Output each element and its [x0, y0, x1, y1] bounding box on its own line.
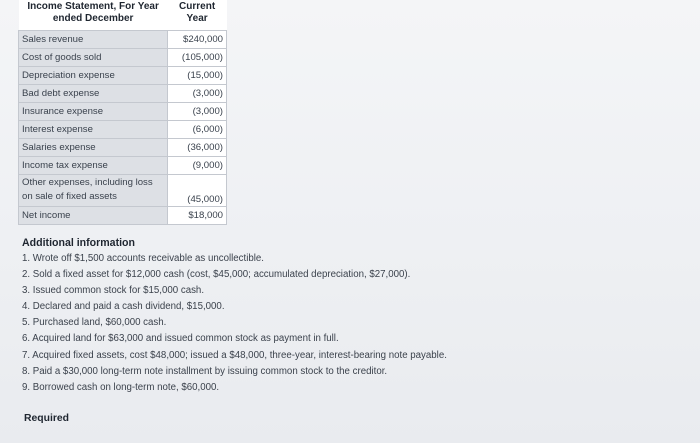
- row-label: Bad debt expense: [19, 85, 168, 103]
- header-period-line2: ended December: [52, 13, 134, 24]
- additional-information: [22, 236, 682, 396]
- row-label: Sales revenue: [19, 31, 168, 49]
- header-current-year: [168, 0, 227, 31]
- row-value: (36,000): [168, 139, 227, 157]
- table-row: [19, 103, 227, 121]
- list-item: 8. Paid a $30,000 long-term note installment by issuing common stock to the creditor.: [22, 365, 388, 377]
- table-row: [19, 49, 227, 67]
- row-value: (45,000): [168, 175, 227, 207]
- row-value: $240,000: [168, 31, 227, 49]
- row-value: (3,000): [168, 103, 227, 121]
- table-row: [19, 157, 227, 175]
- list-item: 4. Declared and paid a cash dividend, $15,000.: [22, 301, 225, 313]
- row-label: Income tax expense: [19, 157, 168, 175]
- row-label: Salaries expense: [19, 139, 168, 157]
- header-year-line1: Current: [179, 1, 216, 12]
- row-label-line2: on sale of fixed assets: [22, 191, 117, 202]
- row-label: Net income: [19, 207, 168, 225]
- header-year-line2: Year: [186, 13, 208, 24]
- row-label: Interest expense: [19, 121, 168, 139]
- header-period-line1: Income Statement, For Year: [27, 1, 159, 12]
- row-value: (3,000): [168, 85, 227, 103]
- list-item: 9. Borrowed cash on long-term note, $60,000.: [22, 381, 220, 393]
- row-label: Insurance expense: [19, 103, 168, 121]
- list-item: 1. Wrote off $1,500 accounts receivable as uncollectible.: [22, 253, 264, 264]
- table-row: [19, 67, 227, 85]
- row-value: (6,000): [168, 121, 227, 139]
- table-row: [19, 31, 227, 49]
- row-label-line1: Other expenses, including loss: [22, 177, 153, 188]
- row-value: $18,000: [168, 207, 227, 225]
- required-heading: Required: [24, 413, 70, 424]
- list-item: 2. Sold a fixed asset for $12,000 cash (cost, $45,000; accumulated depreciation, $27,000).: [22, 269, 411, 281]
- table-row: [19, 85, 227, 103]
- row-label: Cost of goods sold: [19, 49, 168, 67]
- table-row: [19, 139, 227, 157]
- additional-info-title: Additional information: [22, 237, 135, 249]
- list-item: 6. Acquired land for $63,000 and issued common stock as payment in full.: [22, 333, 339, 345]
- table-row: [19, 175, 227, 207]
- row-label: Depreciation expense: [19, 67, 168, 85]
- list-item: 3. Issued common stock for $15,000 cash.: [22, 285, 205, 297]
- table-row: [19, 121, 227, 139]
- income-statement-table: [18, 0, 227, 225]
- list-item: 7. Acquired fixed assets, cost $48,000; issued a $48,000, three-year, interest-bearing note payable.: [22, 349, 447, 361]
- table-header-row: [19, 0, 227, 31]
- list-item: 5. Purchased land, $60,000 cash.: [22, 317, 167, 329]
- row-value: (105,000): [168, 49, 227, 67]
- row-value: (9,000): [168, 157, 227, 175]
- row-label: [19, 175, 168, 207]
- table-row-net-income: [19, 207, 227, 225]
- header-period-label: [19, 0, 168, 31]
- row-value: (15,000): [168, 67, 227, 85]
- additional-info-list: [22, 251, 682, 396]
